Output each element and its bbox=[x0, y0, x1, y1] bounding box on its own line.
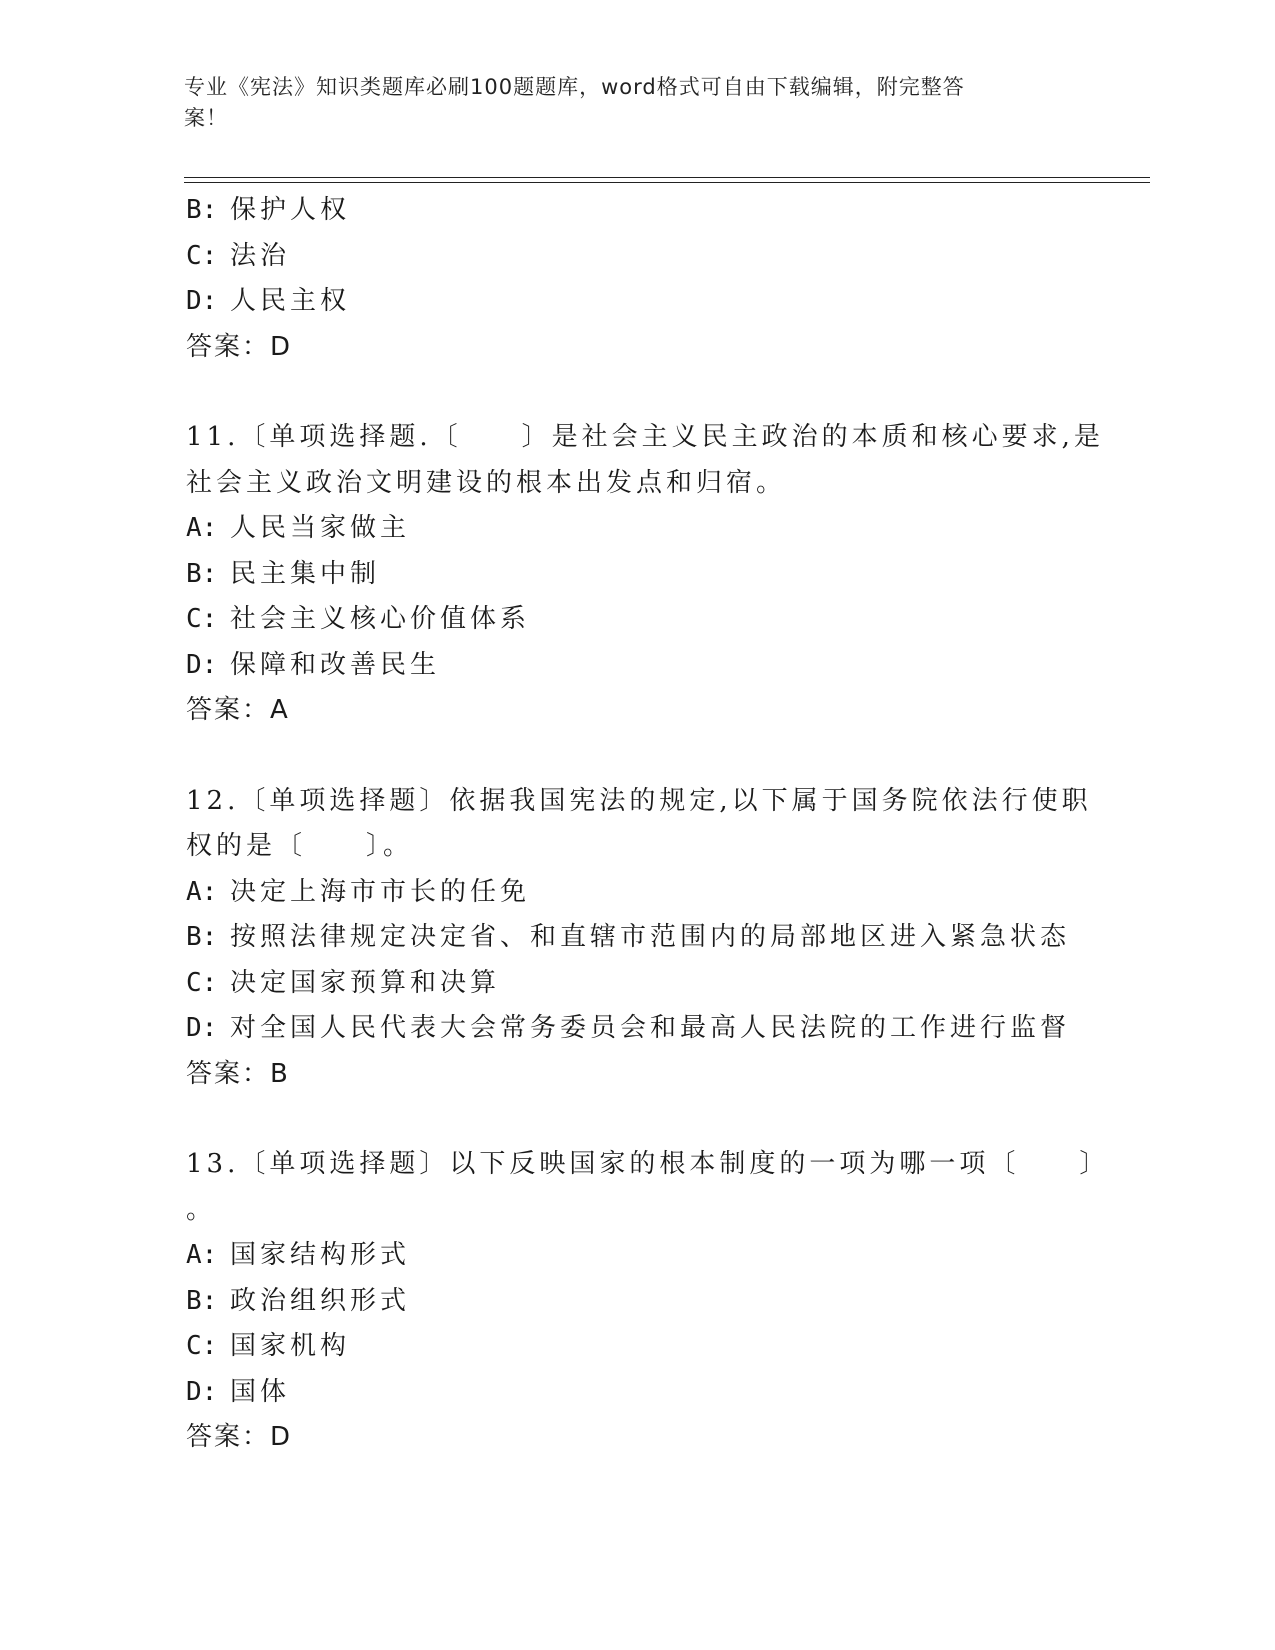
option-key: B: bbox=[186, 195, 218, 225]
question-stem-line: 社会主义政治文明建设的根本出发点和归宿。 bbox=[186, 467, 787, 498]
option-key: B: bbox=[186, 558, 218, 589]
option-key: D: bbox=[186, 1013, 218, 1043]
question-12 bbox=[186, 779, 1092, 1098]
option-d bbox=[186, 279, 1086, 325]
option-text: 决定上海市市长的任免 bbox=[230, 876, 531, 907]
option-text: 国家机构 bbox=[230, 1331, 351, 1361]
answer-line: 答案：D bbox=[186, 331, 293, 362]
option-c bbox=[186, 1324, 1086, 1370]
option-key: A: bbox=[186, 876, 218, 907]
option-c bbox=[186, 597, 1086, 643]
question-content bbox=[186, 188, 1110, 1461]
option-text: 民主集中制 bbox=[230, 558, 381, 589]
option-c bbox=[186, 961, 1086, 1007]
option-text: 法治 bbox=[230, 240, 291, 271]
question-stem-line: 。 bbox=[186, 1194, 217, 1225]
header-divider-top bbox=[184, 177, 1150, 178]
option-text: 社会主义核心价值体系 bbox=[230, 604, 531, 634]
option-text: 按照法律规定决定省、和直辖市范围内的局部地区进入紧急状态 bbox=[230, 922, 1071, 952]
option-a bbox=[186, 506, 1086, 552]
option-key: C: bbox=[186, 967, 218, 998]
option-text: 人民主权 bbox=[230, 286, 351, 316]
option-key: C: bbox=[186, 240, 218, 271]
document-header bbox=[184, 72, 1064, 134]
option-key: A: bbox=[186, 513, 218, 543]
option-text: 对全国人民代表大会常务委员会和最高人民法院的工作进行监督 bbox=[230, 1013, 1071, 1043]
option-b bbox=[186, 1279, 1086, 1325]
header-divider-bottom bbox=[184, 182, 1150, 183]
question-stem-line: 11.〔单项选择题.〔 〕是社会主义民主政治的本质和核心要求,是 bbox=[186, 422, 1104, 452]
option-key: A: bbox=[186, 1240, 218, 1270]
option-c bbox=[186, 234, 1086, 280]
option-b bbox=[186, 188, 1086, 234]
question-10-continuation bbox=[186, 188, 1086, 370]
option-key: D: bbox=[186, 1376, 218, 1407]
option-text: 保护人权 bbox=[230, 195, 351, 225]
option-text: 人民当家做主 bbox=[230, 513, 411, 543]
question-13 bbox=[186, 1142, 1110, 1461]
option-d bbox=[186, 1370, 1086, 1416]
option-d bbox=[186, 1006, 1086, 1052]
question-stem-line: 权的是〔 〕。 bbox=[186, 831, 414, 861]
option-text: 决定国家预算和决算 bbox=[230, 967, 501, 998]
option-text: 保障和改善民生 bbox=[230, 649, 441, 680]
answer-line: 答案：B bbox=[186, 1058, 290, 1089]
option-text: 政治组织形式 bbox=[230, 1285, 411, 1316]
question-stem-line: 12.〔单项选择题〕依据我国宪法的规定,以下属于国务院依法行使职 bbox=[186, 785, 1092, 816]
option-text: 国家结构形式 bbox=[230, 1240, 411, 1270]
option-b bbox=[186, 552, 1086, 598]
option-key: C: bbox=[186, 604, 218, 634]
answer-line: 答案：D bbox=[186, 1422, 293, 1452]
header-line-2: 案！ bbox=[184, 106, 228, 130]
header-line-1: 专业《宪法》知识类题库必刷100题题库，word格式可自由下载编辑，附完整答 bbox=[184, 75, 965, 99]
option-key: C: bbox=[186, 1331, 218, 1361]
option-b bbox=[186, 915, 1086, 961]
option-a bbox=[186, 1233, 1086, 1279]
option-key: B: bbox=[186, 922, 218, 952]
option-text: 国体 bbox=[230, 1376, 291, 1407]
option-key: D: bbox=[186, 286, 218, 316]
option-key: B: bbox=[186, 1285, 218, 1316]
option-a bbox=[186, 870, 1086, 916]
question-11 bbox=[186, 415, 1104, 734]
answer-line: 答案：A bbox=[186, 695, 290, 725]
question-stem-line: 13.〔单项选择题〕以下反映国家的根本制度的一项为哪一项〔 〕 bbox=[186, 1149, 1110, 1179]
option-key: D: bbox=[186, 649, 218, 680]
option-d bbox=[186, 643, 1086, 689]
